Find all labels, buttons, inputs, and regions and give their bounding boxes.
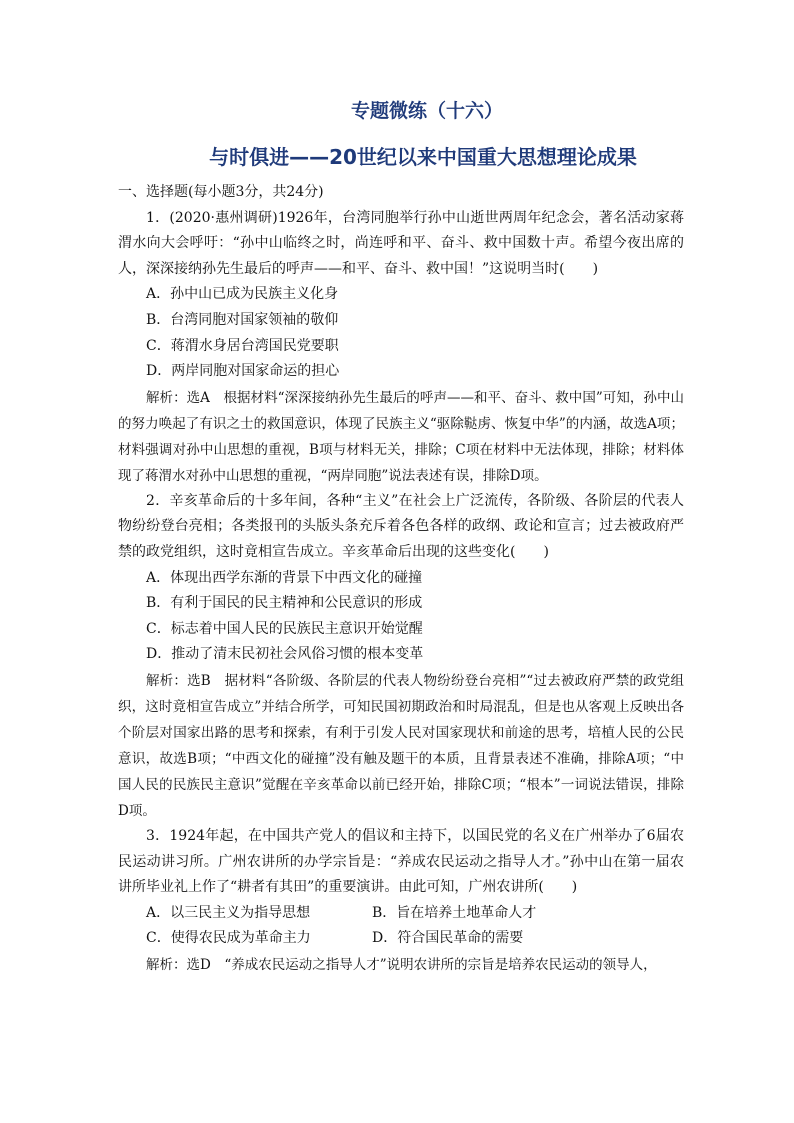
- page-title: 专题微练（十六）: [350, 100, 503, 122]
- question-3-option-c: C．使得农民成为革命主力: [146, 930, 311, 947]
- question-3-option-d: D．符合国民革命的需要: [372, 930, 524, 947]
- question-3-options-row-2: [118, 926, 684, 952]
- question-2-option-b: B．有利于国民的民主精神和公民意识的形成: [146, 595, 423, 612]
- question-1-stem: 1．(2020·惠州调研)1926年，台湾同胞举行孙中山逝世两周年纪念会，著名活动家蒋渭水向大会呼吁：“孙中山临终之时，尚连呼和平、奋斗、救中国数十声。希望今夜出席的人，深深接纳孙先生最后的呼声——和平、奋斗、救中国！”这说明当时( ): [118, 209, 684, 277]
- question-3-options-row-1: [118, 901, 684, 927]
- page-subtitle: 与时俱进——20世纪以来中国重大思想理论成果: [209, 145, 637, 169]
- question-2-stem: 2．辛亥革命后的十多年间，各种“主义”在社会上广泛流传，各阶级、各阶层的代表人物纷纷登台亮相；各类报刊的头版头条充斥着各色各样的政纲、政论和宣言；过去被政府严禁的政党组织，这时竟相宣告成立。辛亥革命后出现的这些变化( ): [118, 492, 684, 560]
- question-3-option-a: A．以三民主义为指导思想: [146, 904, 311, 921]
- question-2-option-c: C．标志着中国人民的民族民主意识开始觉醒: [146, 620, 423, 637]
- question-1-option-b: B．台湾同胞对国家领袖的敬仰: [146, 311, 339, 328]
- question-3-option-b: B．旨在培养土地革命人才: [372, 904, 537, 921]
- question-2-option-a: A．体现出西学东渐的背景下中西文化的碰撞: [146, 569, 423, 586]
- section-heading: 一、选择题(每小题3分，共24分): [118, 184, 324, 200]
- question-1-option-a: A．孙中山已成为民族主义化身: [146, 286, 339, 303]
- question-1-analysis: 解析：选A 根据材料“深深接纳孙先生最后的呼声——和平、奋斗、救中国”可知，孙中山的努力唤起了有识之士的救国意识，体现了民族主义“驱除鞑虏、恢复中华”的内涵，故选A项；材料强调对孙中山思想的重视，B项与材料无关，排除；C项在材料中无法体现，排除；材料体现了蒋渭水对孙中山思想的重视，“两岸同胞”说法表述有误，排除D项。: [118, 389, 684, 484]
- question-1-option-c: C．蒋渭水身居台湾国民党要职: [146, 337, 339, 354]
- question-2-option-d: D．推动了清末民初社会风俗习惯的根本变革: [146, 646, 424, 663]
- question-1-option-d: D．两岸同胞对国家命运的担心: [146, 363, 340, 380]
- question-3-analysis: 解析：选D “养成农民运动之指导人才”说明农讲所的宗旨是培养农民运动的领导人，: [146, 956, 657, 973]
- document-body: [118, 180, 684, 978]
- question-3-stem: 3．1924年起，在中国共产党人的倡议和主持下，以国民党的名义在广州举办了6届农民运动讲习所。广州农讲所的办学宗旨是：“养成农民运动之指导人才。”孙中山在第一届农讲所毕业礼上作了“耕者有其田”的重要演讲。由此可知，广州农讲所( ): [118, 827, 684, 896]
- question-2-analysis: 解析：选B 据材料“各阶级、各阶层的代表人物纷纷登台亮相”“过去被政府严禁的政党组织，这时竟相宣告成立”并结合所学，可知民国初期政治和时局混乱，但是也从客观上反映出各个阶层对国家出路的思考和探索，有利于引发人民对国家现状和前途的思考，培植人民的公民意识，故选B项；“中西文化的碰撞”没有触及题干的本质，且背景表述不准确，排除A项；“中国人民的民族民主意识”觉醒在辛亥革命以前已经开始，排除C项；“根本”一词说法错误，排除D项。: [118, 672, 684, 819]
